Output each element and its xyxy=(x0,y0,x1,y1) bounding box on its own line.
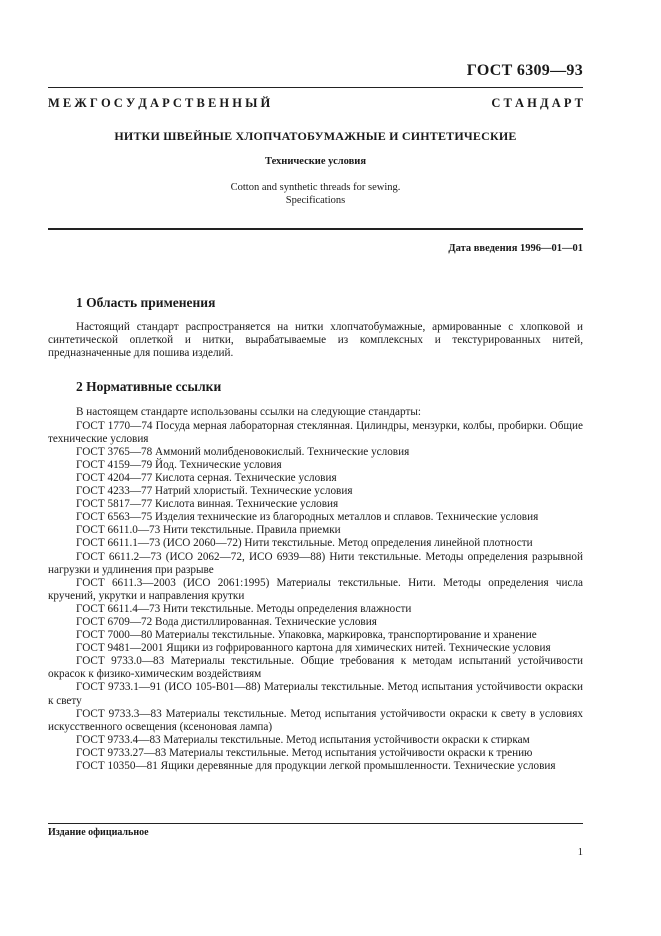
gost-number: ГОСТ 6309—93 xyxy=(466,62,583,79)
reference-item: ГОСТ 9733.4—83 Материалы текстильные. Метод испытания устойчивости окраски к стиркам xyxy=(76,733,530,746)
reference-item: ГОСТ 6611.0—73 Нити текстильные. Правила приемки xyxy=(76,524,341,537)
document-subtitle: Технические условия xyxy=(264,156,367,167)
header-rule xyxy=(48,87,583,88)
section-heading-references: 2 Нормативные ссылки xyxy=(76,379,222,395)
reference-item: ГОСТ 4204—77 Кислота серная. Технические условия xyxy=(76,471,337,484)
reference-item: ГОСТ 9733.1—91 (ИСО 105-В01—88) Материалы текстильные. Метод испытания устойчивости окраски к свету xyxy=(48,681,583,707)
reference-list xyxy=(48,420,583,774)
reference-item: ГОСТ 3765—78 Аммоний молибденовокислый. Технические условия xyxy=(76,445,410,458)
page-number: 1 xyxy=(577,847,583,858)
interstate-word-1: М Е Ж Г О С У Д А Р С Т В Е Н Н Ы Й xyxy=(48,96,271,110)
reference-item: ГОСТ 6611.1—73 (ИСО 2060—72) Нити текстильные. Метод определения линейной плотности xyxy=(76,537,533,550)
reference-item: ГОСТ 9733.27—83 Материалы текстильные. Метод испытания устойчивости окраски к трению xyxy=(76,746,533,759)
section-scope xyxy=(48,296,583,360)
footer-rule xyxy=(48,823,583,824)
references-intro: В настоящем стандарте использованы ссылки на следующие стандарты: xyxy=(76,406,421,419)
english-title-line-2: Specifications xyxy=(285,195,346,206)
reference-item: ГОСТ 9481—2001 Ящики из гофрированного картона для химических нитей. Технические условия xyxy=(76,642,551,655)
interstate-word-2: С Т А Н Д А Р Т xyxy=(491,96,583,110)
edition-label: Издание официальное xyxy=(48,827,149,838)
reference-item: ГОСТ 9733.0—83 Материалы текстильные. Общие требования к методам испытаний устойчивости окрасок к физико-химическим воздействиям xyxy=(48,655,583,681)
title-rule xyxy=(48,228,583,230)
reference-item: ГОСТ 7000—80 Материалы текстильные. Упаковка, маркировка, транспортирование и хранение xyxy=(76,629,537,642)
reference-item: ГОСТ 4159—79 Йод. Технические условия xyxy=(76,458,282,471)
interstate-standard-banner xyxy=(48,96,583,111)
english-title-line-1: Cotton and synthetic threads for sewing. xyxy=(230,182,401,193)
reference-item: ГОСТ 5817—77 Кислота винная. Технические условия xyxy=(76,498,339,511)
reference-item: ГОСТ 6611.4—73 Нити текстильные. Методы определения влажности xyxy=(76,602,412,615)
section-scope-text: Настоящий стандарт распространяется на нитки хлопчатобумажные, армированные с хлопковой и синтетической оплеткой и нитки, вырабатываемые из комплексных и текстурированных нитей, предназначенные для пошива изделий. xyxy=(48,321,583,360)
section-normative-references xyxy=(48,380,583,773)
section-heading-scope: 1 Область применения xyxy=(76,295,216,310)
reference-item: ГОСТ 4233—77 Натрий хлористый. Технические условия xyxy=(76,485,353,498)
reference-item: ГОСТ 6611.3—2003 (ИСО 2061:1995) Материалы текстильные. Нити. Методы определения числа кручений, укрутки и направления крутки xyxy=(48,576,583,602)
reference-item: ГОСТ 9733.3—83 Материалы текстильные. Метод испытания устойчивости окраски к свету в условиях искусственного освещения (ксеноновая лампа) xyxy=(48,707,583,733)
document-body xyxy=(48,296,583,773)
reference-item: ГОСТ 6563—75 Изделия технические из благородных металлов и сплавов. Технические условия xyxy=(76,511,539,524)
english-title xyxy=(48,181,583,207)
reference-item: ГОСТ 6709—72 Вода дистиллированная. Технические условия xyxy=(76,615,377,628)
document-title: НИТКИ ШВЕЙНЫЕ ХЛОПЧАТОБУМАЖНЫЕ И СИНТЕТИЧЕСКИЕ xyxy=(114,129,517,143)
reference-item: ГОСТ 1770—74 Посуда мерная лабораторная стеклянная. Цилиндры, мензурки, колбы, пробирки. Общие технические условия xyxy=(48,419,583,445)
introduction-date: Дата введения 1996—01—01 xyxy=(448,243,583,254)
reference-item: ГОСТ 10350—81 Ящики деревянные для продукции легкой промышленности. Технические условия xyxy=(76,760,556,772)
reference-item: ГОСТ 6611.2—73 (ИСО 2062—72, ИСО 6939—88) Нити текстильные. Методы определения разрывной нагрузки и удлинения при разрыве xyxy=(48,550,583,576)
